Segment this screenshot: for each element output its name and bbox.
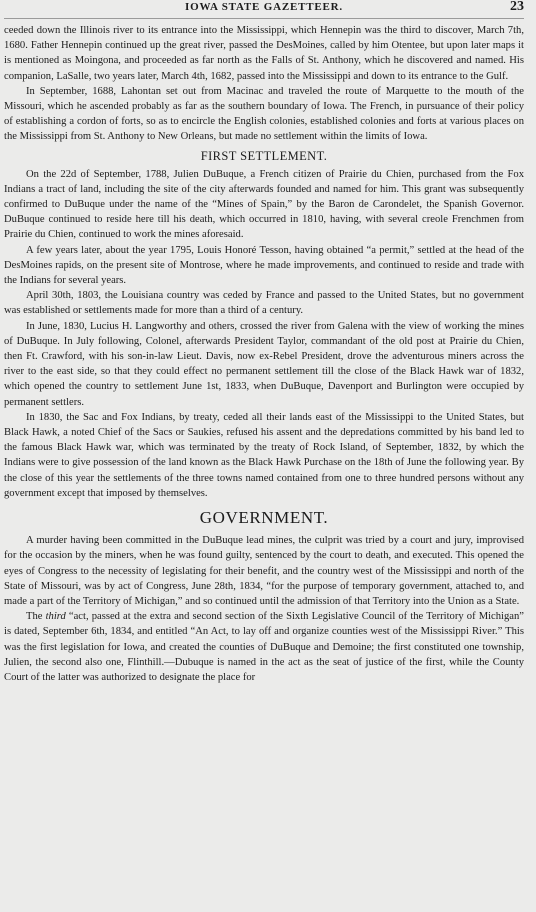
paragraph-third-act-rest: “act, passed at the extra and second section of the Sixth Legislative Council of the Territory of Michigan” is dated, September 6th, 1834, and entitled “An Act, to lay off and organize counties west of the Mississippi River.” This was the first legislation for Iowa, and created the counties of DuBuque and Demoine; the first constituted one township, Julien, the second also one, Flinthill.—Dubuque is named in the act as the seat of justice of the first, while the County Court of the latter was authorized to designate the place for xyxy=(4,611,524,683)
heading-first-settlement: FIRST SETTLEMENT. xyxy=(200,148,328,163)
paragraph-third-act xyxy=(4,609,524,685)
heading-government: GOVERNMENT. xyxy=(199,508,329,528)
paragraph-lahontan: In September, 1688, Lahontan set out from Macinac and traveled the route of Marquette to the mouth of the Missouri, which he ascended probably as far as the southern boundary of Iowa. The French, in pursuance of their policy of establishing a cordon of forts, so as to encircle the English colonies, established colonies and forts at various places on the Mississippi from St. Anthony to New Orleans, but made no settlement within the limits of Iowa. xyxy=(4,85,524,143)
paragraph-louisiana: April 30th, 1803, the Louisiana country was ceded by France and passed to the United States, but no government was established or settlements made for more than a third of a century. xyxy=(4,290,524,317)
page-number: 23 xyxy=(510,0,524,14)
paragraph-continued: ceeded down the Illinois river to its entrance into the Mississippi, which Hennepin was the third to discover, March 7th, 1680. Father Hennepin continued up the great river, passed the DesMoines, called by him Otentee, but upon later maps it is mentioned as Moingona, and proceeded as far north as the Falls of St. Anthony, which he discovered and named. His companion, LaSalle, two years later, March 4th, 1682, passed into the Mississippi and down to its entrance to the Gulf. xyxy=(4,25,524,82)
running-head xyxy=(4,0,524,19)
paragraph-dubuque: On the 22d of September, 1788, Julien DuBuque, a French citizen of Prairie du Chien, purchased from the Fox Indians a tract of land, including the site of the city afterwards founded and named for him. This grant was subsequently confirmed to DuBuque under the name of the “Mines of Spain,” by the Baron de Carondelet, the Spanish Governor. DuBuque continued to reside here till his death, which occurred in 1810, having, with several creole Frenchmen from Prairie du Chien, continued to work the mines aforesaid. xyxy=(4,168,524,241)
paragraph-third-act-prefix: The xyxy=(26,611,46,623)
paragraph-langworthy: In June, 1830, Lucius H. Langworthy and others, crossed the river from Galena with the view of working the mines of DuBuque. In July following, Colonel, afterwards President Taylor, commandant of the old post at Prairie du Chien, then Ft. Crawford, with his son-in-law Lieut. Davis, now ex-Rebel President, drove the adventurous miners across the river to the east side, so that they could effect no permanent settlement till the close of the Black Hawk war of 1832, which opened the country to settlement June 1st, 1833, when DuBuque, Davenport and Burlington were occupied by permanent settlers. xyxy=(4,320,524,408)
running-title: IOWA STATE GAZETTEER. xyxy=(185,1,343,13)
paragraph-third-act-emphasis: third xyxy=(45,611,66,623)
paragraph-tesson: A few years later, about the year 1795, Louis Honoré Tesson, having obtained “a permit,” settled at the head of the DesMoines rapids, on the present site of Montrose, where he made improvements, and continued to reside and trade with the Indians for several years. xyxy=(4,244,524,287)
paragraph-murder: A murder having been committed in the DuBuque lead mines, the culprit was tried by a court and jury, improvised for the occasion by the miners, when he was found guilty, sentenced by the court to death, and executed. This opened the eyes of Congress to the necessity of legislating for their benefit, and the country west of the Mississippi and north of the State of Missouri, was by act of Congress, June 28th, 1834, “for the purpose of temporary government, attached to, and made a part of the Territory of Michigan,” and so continued until the admission of that Territory into the Union as a State. xyxy=(4,535,524,607)
paragraph-black-hawk: In 1830, the Sac and Fox Indians, by treaty, ceded all their lands east of the Mississippi to the United States, but Black Hawk, a noted Chief of the Sacs or Saukies, refused his assent and the depredations committed by his band led to the famous Black Hawk war, which was terminated by the treaty of Rock Island, of September, 1832, by which the Indians were to give possession of the land known as the Black Hawk Purchase on the 18th of June the following year. By the close of this year the settlements of the three towns named contained from one to three hundred persons without any government except that imposed by themselves. xyxy=(4,411,524,499)
